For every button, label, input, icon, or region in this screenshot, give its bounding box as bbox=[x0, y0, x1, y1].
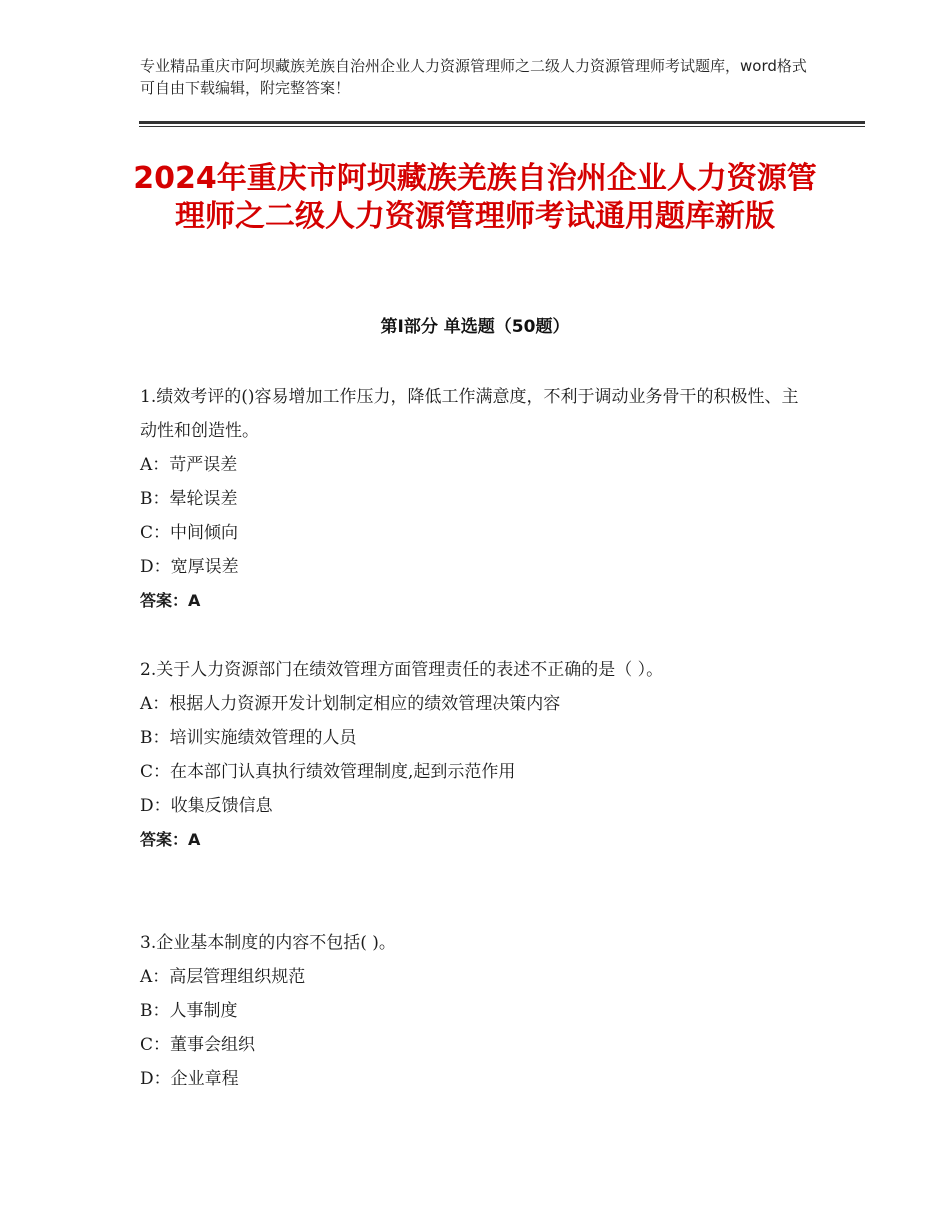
option-c: C：在本部门认真执行绩效管理制度,起到示范作用 bbox=[140, 762, 516, 782]
option-c: C：中间倾向 bbox=[140, 523, 239, 543]
question-stem: 3.企业基本制度的内容不包括( )。 bbox=[140, 933, 396, 953]
option-a: A：根据人力资源开发计划制定相应的绩效管理决策内容 bbox=[140, 694, 561, 714]
question-2 bbox=[140, 653, 810, 857]
option-b: B：培训实施绩效管理的人员 bbox=[140, 728, 357, 748]
question-1 bbox=[140, 380, 810, 618]
document-title: 2024年重庆市阿坝藏族羌族自治州企业人力资源管理师之二级人力资源管理师考试通用题库新版 bbox=[133, 161, 817, 234]
header-note: 专业精品重庆市阿坝藏族羌族自治州企业人力资源管理师之二级人力资源管理师考试题库，word格式可自由下载编辑，附完整答案！ bbox=[140, 57, 807, 97]
option-d: D：宽厚误差 bbox=[140, 557, 239, 577]
answer: 答案：A bbox=[140, 591, 201, 610]
option-c: C：董事会组织 bbox=[140, 1035, 256, 1055]
question-stem: 2.关于人力资源部门在绩效管理方面管理责任的表述不正确的是（ ）。 bbox=[140, 660, 664, 680]
question-stem: 1.绩效考评的()容易增加工作压力，降低工作满意度，不利于调动业务骨干的积极性、主动性和创造性。 bbox=[140, 387, 799, 441]
section-heading: 第Ⅰ部分 单选题（50题） bbox=[380, 317, 570, 337]
option-a: A：苛严误差 bbox=[140, 455, 238, 475]
header-rule-thick bbox=[139, 121, 865, 124]
option-b: B：晕轮误差 bbox=[140, 489, 238, 509]
option-b: B：人事制度 bbox=[140, 1001, 238, 1021]
option-d: D：企业章程 bbox=[140, 1069, 239, 1089]
option-a: A：高层管理组织规范 bbox=[140, 967, 306, 987]
header-rule-thin bbox=[139, 126, 865, 127]
option-d: D：收集反馈信息 bbox=[140, 796, 273, 816]
answer: 答案：A bbox=[140, 830, 201, 849]
question-3 bbox=[140, 926, 810, 1096]
